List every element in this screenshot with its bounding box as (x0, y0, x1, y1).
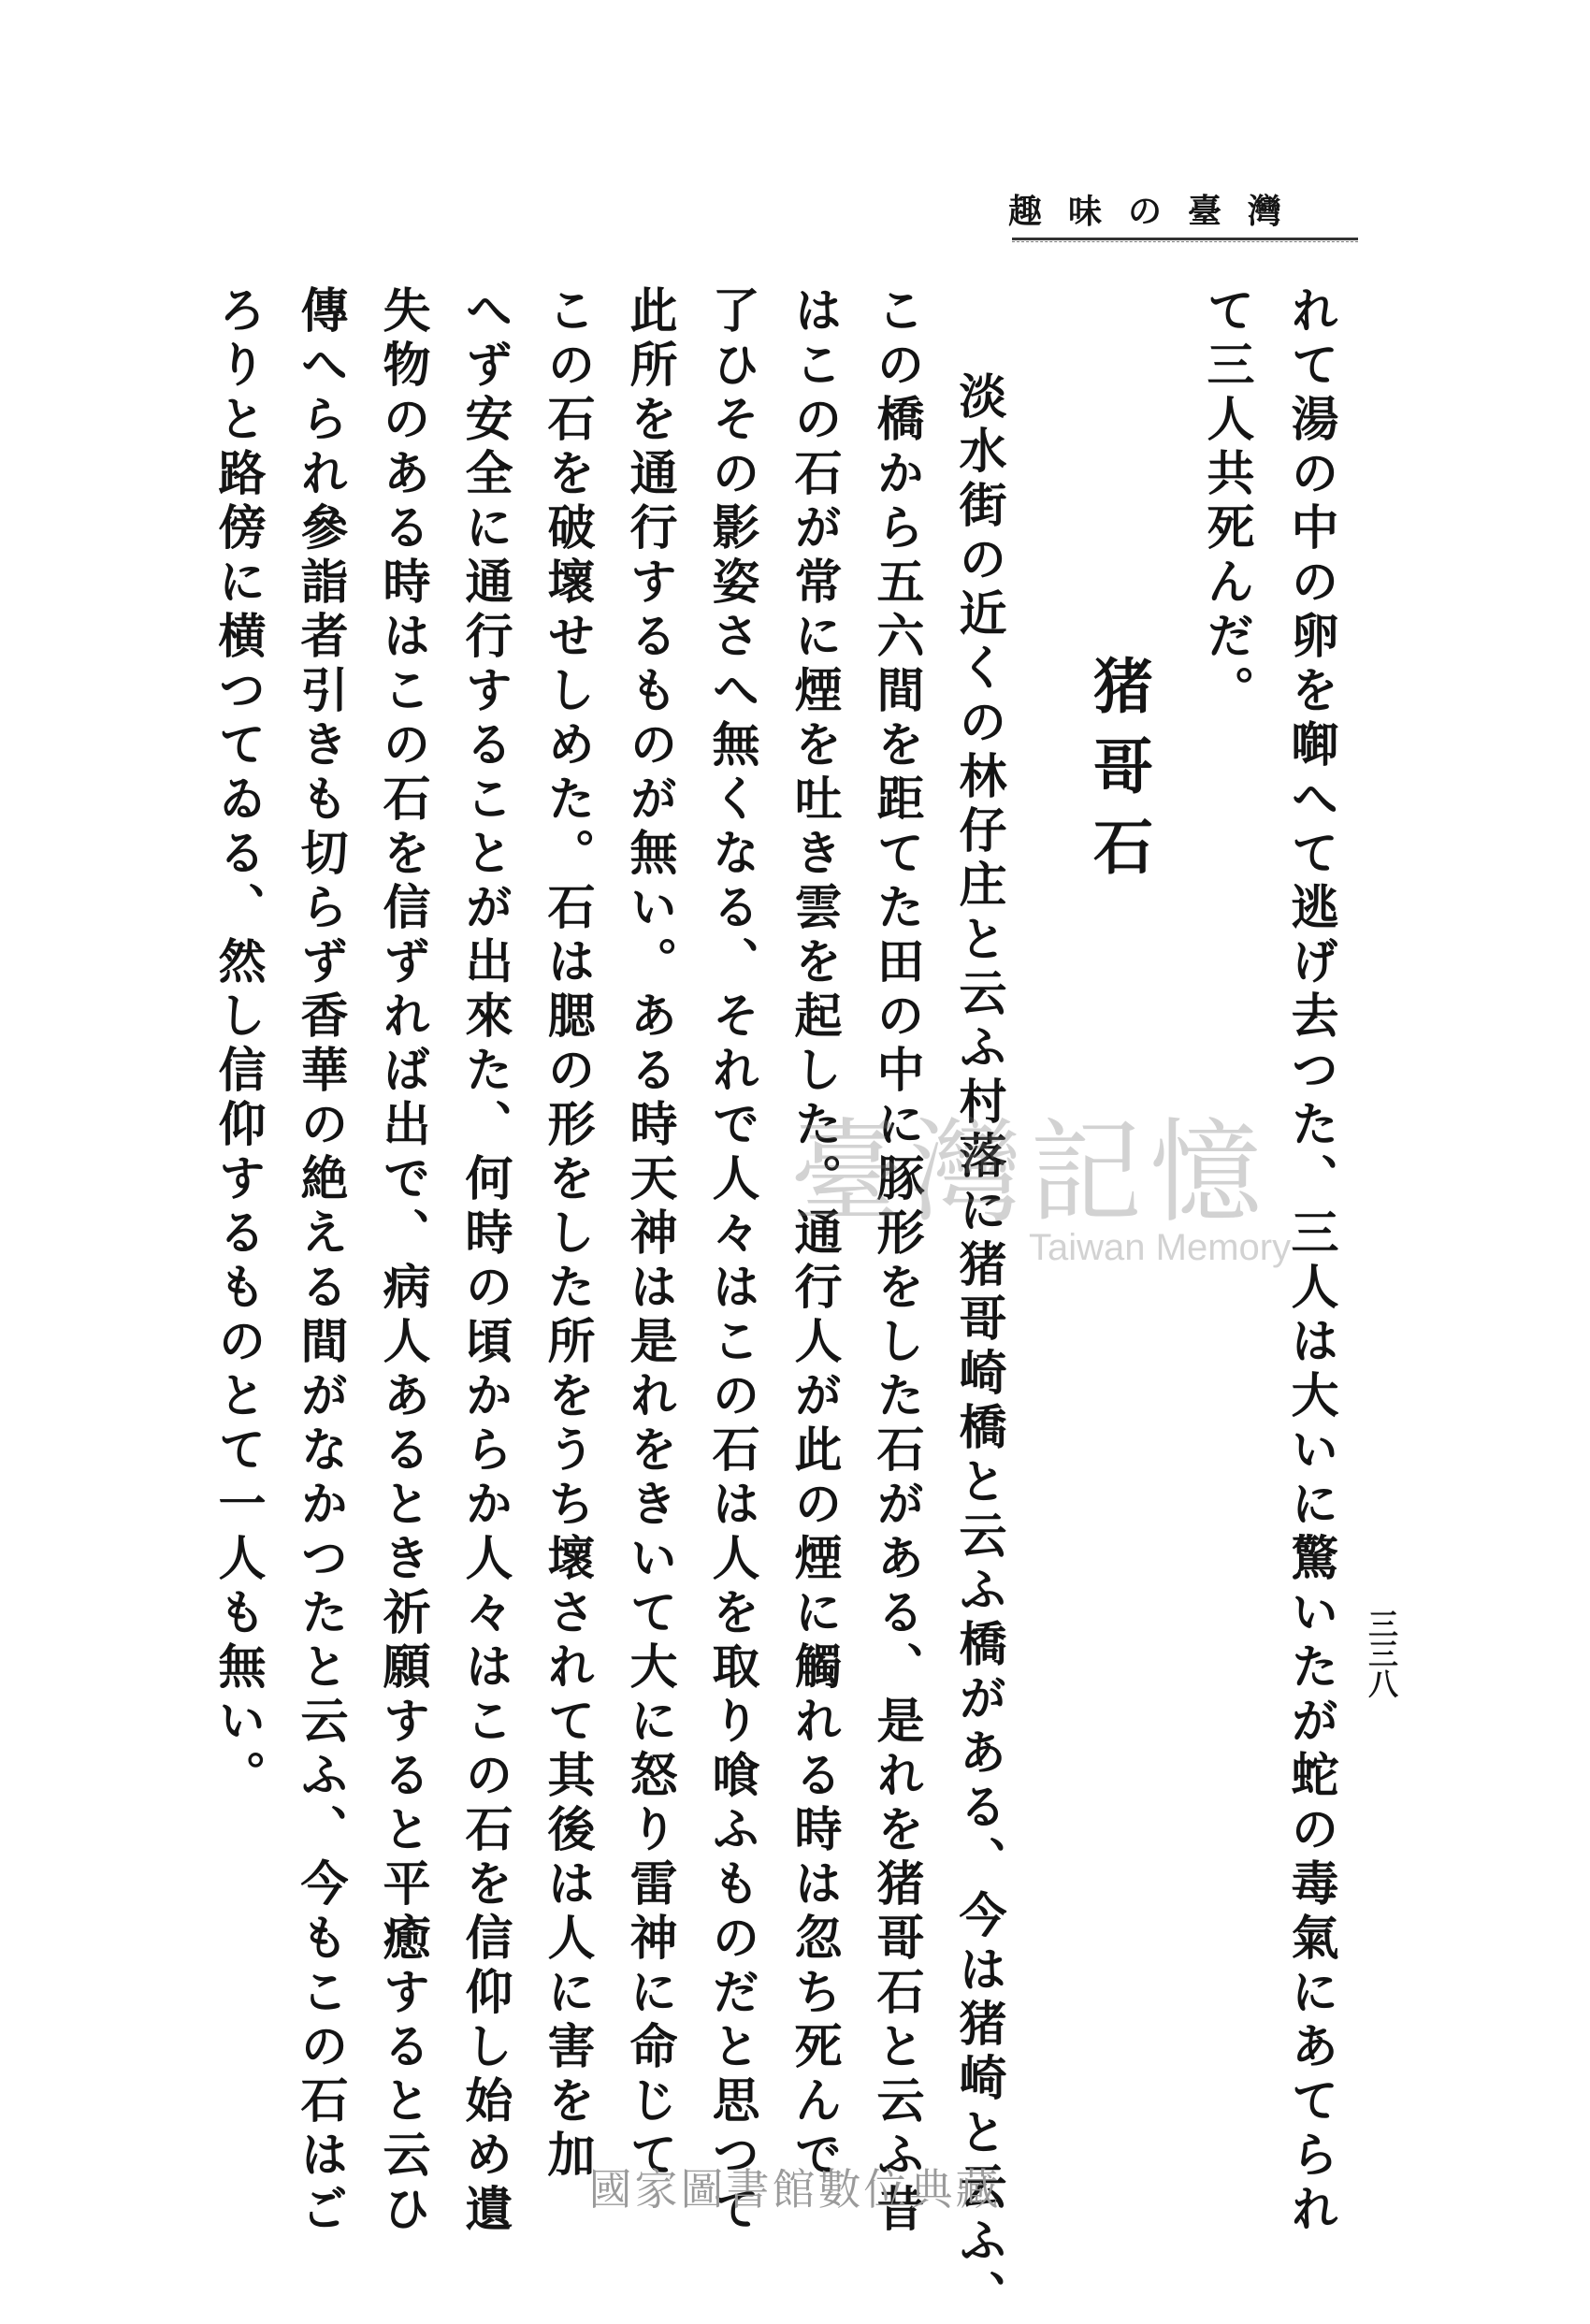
page-number: 三三八 (1364, 1609, 1399, 1698)
story-title: 猪哥石 (1083, 655, 1153, 896)
text-column: 傳へられ參詣者引きも切らず香華の絶える間がなかつたと云ふ、今もこの石はご (292, 285, 348, 2238)
running-header: 趣味の臺灣 (1007, 192, 1308, 231)
text-column: ろりと路傍に横つてゐる、然し信仰するものとて一人も無い。 (210, 285, 266, 1804)
watermark-english: Taiwan Memory (1029, 1227, 1292, 1268)
text-column: はこの石が常に煙を吐き雲を起した。通行人が此の煙に觸れる時は忽ち死んで (786, 285, 842, 2184)
text-column: この橋から五六間を距てた田の中に豚形をした石がある、是れを猪哥石と云ふ昔 (868, 285, 924, 2238)
watermark-logo-text: 臺灣記憶 (790, 1108, 1269, 1238)
header-rule-dashed (1012, 241, 1358, 242)
footer-credit: 國家圖書館數位典藏 (588, 2164, 1002, 2215)
text-column: 了ひその影姿さへ無くなる、それで人々はこの石は人を取り喰ふものだと思つて (703, 285, 759, 2238)
text-column: 失物のある時はこの石を信ずれば出で、病人あるとき祈願すると平癒すると云ひ (374, 285, 430, 2238)
text-column: れて湯の中の卵を啣へて逃げ去つた、三人は大いに驚いたが蛇の毒氣にあてられ (1282, 285, 1338, 2238)
text-column: へず安全に通行することが出來た、何時の頃からか人々はこの石を信仰し始め遺 (456, 285, 513, 2238)
text-column: 淡水街の近くの林仔庄と云ふ村落に猪哥崎橋と云ふ橋がある、今は猪崎と云ふ、 (950, 371, 1006, 2324)
header-rule (1012, 238, 1358, 240)
text-column: この石を破壞せしめた。石は腮の形をした所をうち壞されて其後は人に害を加 (539, 285, 595, 2184)
text-column: 此所を通行するものが無い。ある時天神は是れをきいて大に怒り雷神に命じて (621, 285, 677, 2184)
text-column: て三人共死んだ。 (1198, 285, 1254, 719)
